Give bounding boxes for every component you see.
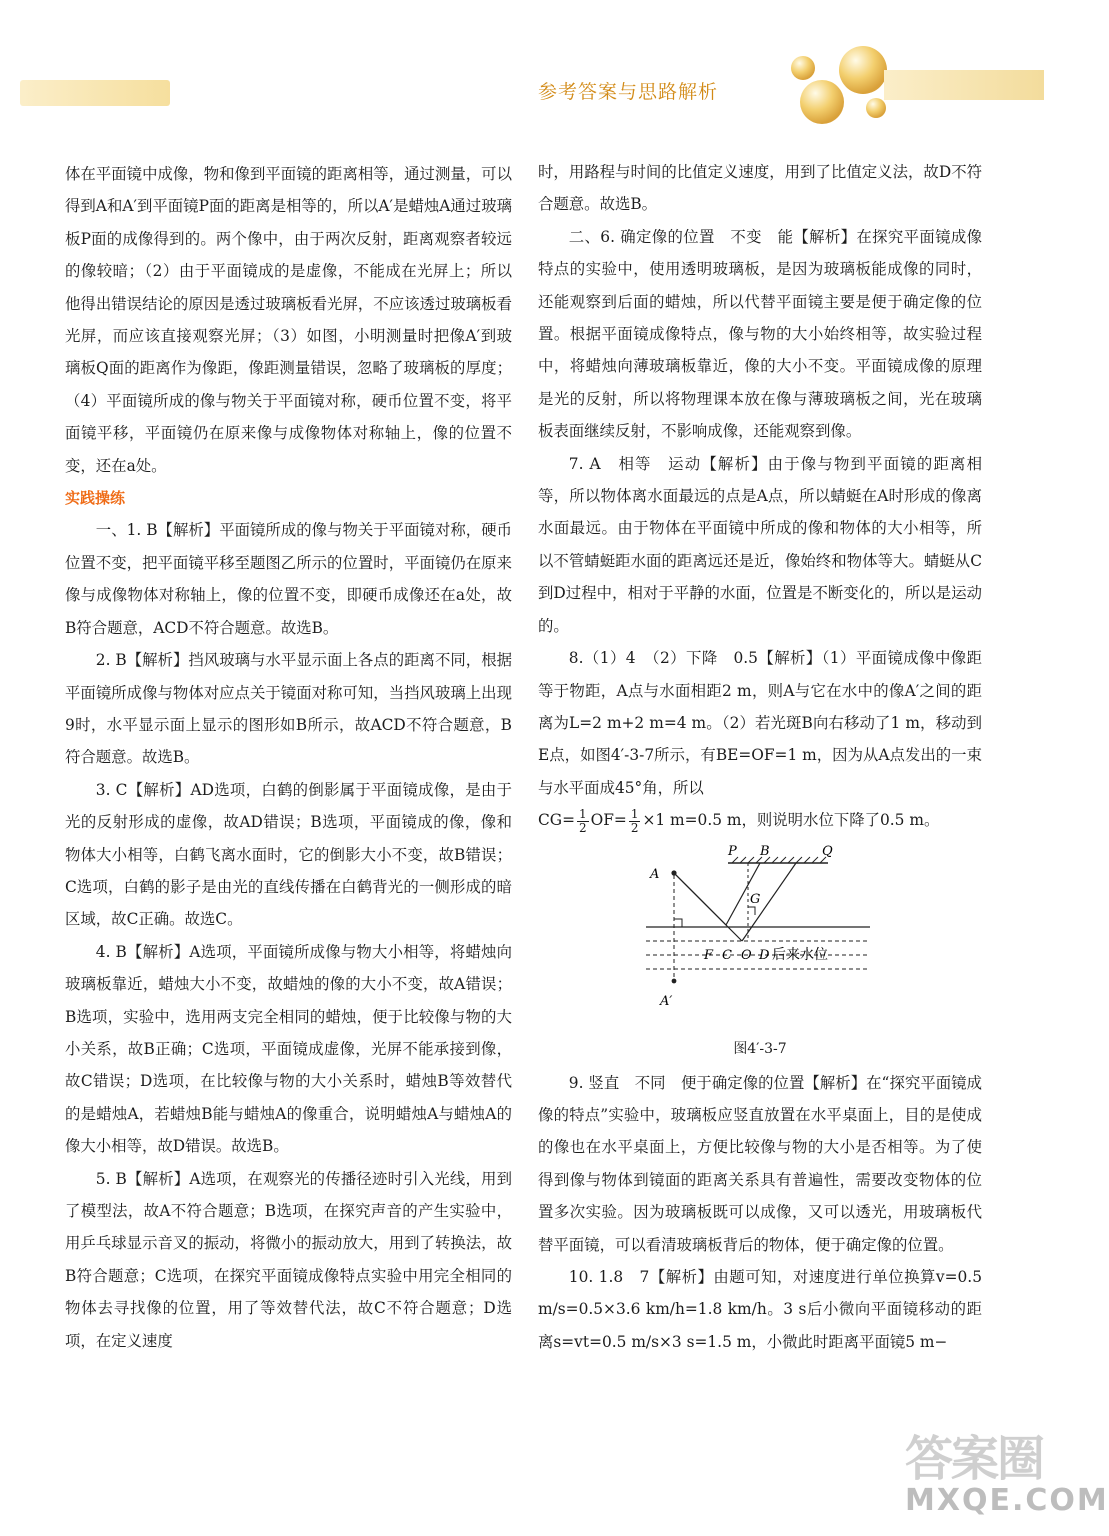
label-O: O [741, 947, 752, 963]
header-decor-band-right [884, 70, 1044, 100]
continued-answer-q5: 时，用路程与时间的比值定义速度，用到了比值定义法，故D不符合题意。故选B。 [538, 163, 982, 214]
answer-q10: 10. 1.8 7【解析】由题可知，对速度进行单位换算v=0.5 m/s=0.5×3.6 km/h=1.8 km/h。3 s后小微向平面镜移动的距离s=vt=0.5 m/s×3 s=1.5 m，小微此时距离平面镜5 m− [538, 1267, 982, 1351]
label-D: D [759, 947, 770, 963]
fraction-2-den: 2 [630, 820, 639, 835]
label-G: G [750, 891, 761, 907]
watermark-url: MXQE.COM [905, 1483, 1109, 1518]
answer-q3: 3. C【解析】AD选项，白鹤的倒影属于平面镜成像，是由于光的反射形成的虚像，故AD错误；B选项，平面镜成的像，像和物体大小相等，白鹤飞离水面时，它的倒影大小不变，故B错误；C选项，白鹤的影子是由光的直线传播在白鹤背光的一侧形成的暗区域，故C正确。故选C。 [65, 780, 512, 929]
formula-prefix: CG= [538, 811, 575, 830]
formula-suffix: ×1 m=0.5 m，则说明水位下降了0.5 m。 [642, 811, 940, 830]
answer-q8-formula [538, 804, 982, 836]
right-column [538, 156, 982, 1358]
left-column [65, 158, 512, 1357]
figure-caption: 图4′-3-7 [733, 1040, 787, 1057]
fraction-2 [629, 808, 641, 835]
answer-q9: 9. 竖直 不同 便于确定像的位置【解析】在“探究平面镜成像的特点”实验中，玻璃板应竖直放置在水平桌面上，目的是使成的像也在水平桌面上，方便比较像与物的大小是否相等。为了使得到像与物体到镜面的距离关系具有普遍性，需要改变物体的位置多次实验。因为玻璃板既可以成像，又可以透光，用玻璃板代替平面镜，可以看清玻璃板背后的物体，便于确定像的位置。 [538, 1073, 982, 1254]
right-angle-G [748, 907, 755, 915]
answer-q7: 7. A 相等 运动【解析】由于像与物到平面镜的距离相等，所以物体离水面最远的点是A点，所以蜻蜓在A时形成的像离水面最远。由于物体在平面镜中所成的像和物体的大小相等，所以不管蜻蜓距水面的距离远还是近，像始终和物体等大。蜻蜓从C到D过程中，相对于平静的水面，位置是不断变化的，所以是运动的。 [538, 454, 982, 635]
section-title: 实践操练 [65, 489, 126, 508]
answer-q8: 8.（1）4 （2）下降 0.5【解析】（1）平面镜成像中像距等于物距，A点与水面相距2 m，则A与它在水中的像A′之间的距离为L=2 m+2 m=4 m。（2）若光斑B向右移动了1 m，移动到E点，如图4′-3-7所示，有BE=OF=1 m，因为从A点发出的一束与水平面成45°角，所以 [538, 649, 982, 797]
right-angle-mark [674, 919, 682, 927]
header-decor-band-left [20, 80, 170, 106]
watermark [905, 1420, 1109, 1530]
label-Q: Q [822, 843, 833, 859]
answer-q6: 二、6. 确定像的位置 不变 能【解析】在探究平面镜成像特点的实验中，使用透明玻璃板，是因为玻璃板能成像的同时，还能观察到后面的蜡烛，所以代替平面镜主要是便于确定像的位置。根据平面镜成像特点，像与物的大小始终相等，故实验过程中，将蜡烛向薄玻璃板靠近，像的大小不变。平面镜成像的原理是光的反射，所以将物理课本放在像与薄玻璃板之间，光在玻璃板表面继续反射，不影响成像，还能观察到像。 [538, 227, 982, 441]
label-later-water-level: 后来水位 [772, 946, 828, 963]
continued-paragraph: 体在平面镜中成像，物和像到平面镜的距离相等，通过测量，可以得到A和A′到平面镜P面的距离是相等的，所以A′是蜡烛A通过玻璃板P面的成像得到的。两个像中，由于两次反射，距离观察者较远的像较暗；（2）由于平面镜成的是虚像，不能成在光屏上；所以他得出错误结论的原因是透过玻璃板看光屏，不应该透过玻璃板看光屏，而应该直接观察光屏；（3）如图，小明测量时把像A′到玻璃板Q面的距离作为像距，像距测量错误，忽略了玻璃板的厚度；（4）平面镜所成的像与物关于平面镜对称，硬币位置不变，将平面镜平移，平面镜仍在原来像与成像物体对称轴上，像的位置不变，还在a处。 [65, 165, 512, 475]
answer-q4: 4. B【解析】A选项，平面镜所成像与物大小相等，将蜡烛向玻璃板靠近，蜡烛大小不变，故蜡烛的像的大小不变，故A错误；B选项，实验中，选用两支完全相同的蜡烛，便于比较像与物的大小关系，故B正确；C选项，平面镜成虚像，光屏不能承接到像，故C错误；D选项，在比较像与物的大小关系时，蜡烛B等效替代的是蜡烛A，若蜡烛B能与蜡烛A的像重合，说明蜡烛A与蜡烛A的像大小相等，故D错误。故选B。 [65, 942, 512, 1156]
bubbles-decoration-icon [788, 40, 893, 130]
reflection-diagram [638, 845, 878, 1025]
label-F: F [704, 947, 714, 963]
label-A-prime: A′ [660, 993, 673, 1009]
answer-q5: 5. B【解析】A选项，在观察光的传播径迹时引入光线，用到了模型法，故A不符合题意；B选项，在探究声音的产生实验中，用乒乓球显示音叉的振动，将微小的振动放大，用到了转换法，故B符合题意；C选项，在探究平面镜成像特点实验中用完全相同的物体去寻找像的位置，用了等效替代法，故C不符合题意；D选项，在定义速度 [65, 1169, 512, 1350]
label-C: C [722, 947, 732, 963]
page-header-title: 参考答案与思路解析 [538, 81, 719, 103]
watermark-logo-text: 答案圈 [905, 1431, 1044, 1487]
label-A: A [650, 866, 660, 882]
figure-4-3-7 [538, 845, 982, 1035]
incident-ray-2 [674, 873, 742, 941]
fraction-1-den: 2 [578, 820, 587, 835]
fraction-2-num: 1 [630, 806, 639, 821]
mirror-hatching [732, 857, 826, 863]
formula-mid: OF= [590, 811, 627, 830]
answer-q2: 2. B【解析】挡风玻璃与水平显示面上各点的距离不同，根据平面镜所成像与物体对应点关于镜面对称可知，当挡风玻璃上出现9时，水平显示面上显示的图形如B所示，故ACD不符合题意，B符合题意。故选B。 [65, 651, 512, 767]
answer-q1: 一、1. B【解析】平面镜所成的像与物关于平面镜对称，硬币位置不变，把平面镜平移至题图乙所示的位置时，平面镜仍在原来像与成像物体对称轴上，像的位置不变，即硬币成像还在a处，故B符合题意，ACD不符合题意。故选B。 [65, 521, 512, 637]
point-A-prime [672, 978, 677, 983]
label-B: B [760, 843, 770, 859]
fraction-1 [577, 808, 589, 835]
label-P: P [728, 843, 737, 859]
fraction-1-num: 1 [578, 806, 587, 821]
